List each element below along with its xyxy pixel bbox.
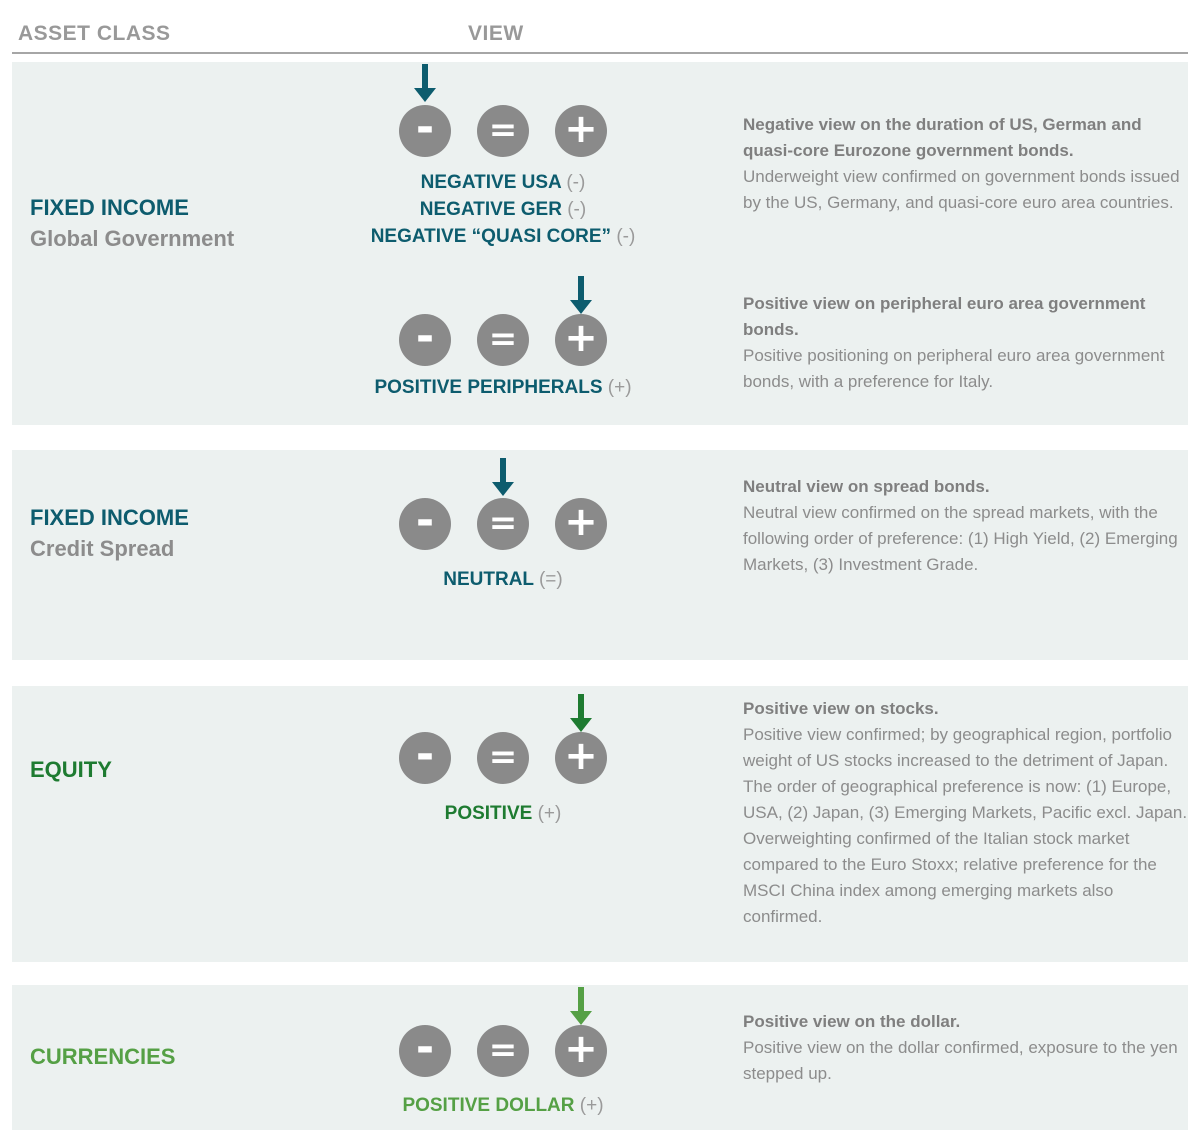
description-body: Underweight view confirmed on government bonds issued by the US, Germany, and quasi-core euro area countries. [743, 167, 1180, 212]
view-description [743, 291, 1193, 395]
view-labels [253, 566, 753, 593]
description-body: Positive view on the dollar confirmed, exposure to the yen stepped up. [743, 1038, 1178, 1083]
asset-class-subtitle: Global Government [30, 226, 235, 251]
view-description [743, 474, 1193, 578]
plus-circle-icon [555, 498, 607, 550]
asset-class-title: EQUITY [30, 757, 112, 782]
minus-symbol: - [415, 101, 435, 153]
rating-scale [399, 310, 607, 366]
plus-circle-icon [555, 1025, 607, 1077]
view-label-line: NEGATIVE “QUASI CORE” (-) [370, 226, 636, 247]
section-equity [12, 686, 1188, 962]
equal-circle-icon [477, 1025, 529, 1077]
asset-class-title: FIXED INCOME [30, 505, 189, 530]
equal-circle-icon [477, 105, 529, 157]
minus-circle-icon [399, 728, 451, 784]
view-label-line: POSITIVE DOLLAR (+) [402, 1095, 604, 1116]
view-labels [253, 169, 753, 250]
plus-symbol: + [564, 315, 598, 361]
view-labels [253, 374, 753, 401]
arrow-down-icon [570, 276, 592, 314]
equal-circle-icon [477, 314, 529, 366]
view-label-line: POSITIVE (+) [444, 803, 562, 824]
asset-class-label [30, 502, 189, 564]
plus-circle-icon [555, 105, 607, 157]
plus-symbol: + [564, 106, 598, 152]
plus-circle-icon [555, 732, 607, 784]
asset-class-subtitle: Credit Spread [30, 536, 175, 561]
description-heading: Positive view on the dollar. [743, 1012, 961, 1031]
view-description [743, 696, 1193, 930]
arrow-down-icon [570, 694, 592, 732]
section-fixed-income-credit-spread [12, 450, 1188, 660]
view-label-line: POSITIVE PERIPHERALS (+) [374, 377, 632, 398]
view-label-line: NEUTRAL (=) [443, 569, 563, 590]
minus-symbol: - [415, 728, 435, 780]
minus-symbol: - [415, 494, 435, 546]
description-body: Positive view confirmed; by geographical region, portfolio weight of US stocks increased to the detriment of Japan. The order of geographical preference is now: (1) Europe, USA, (2) Japan, (3) Emerging Markets, Pacific excl. Japan. Overweighting confirmed of the Italian stock market compared to the Euro Stoxx; relative preference for the MSCI China index among emerging markets also confirmed. [743, 725, 1188, 926]
asset-class-label [30, 1041, 175, 1072]
view-labels [253, 1092, 753, 1119]
view-description [743, 1009, 1193, 1087]
view-column-header: VIEW [468, 22, 524, 45]
minus-circle-icon [399, 310, 451, 366]
minus-circle-icon [399, 101, 451, 157]
arrow-down-icon [414, 64, 436, 102]
arrow-down-icon [492, 458, 514, 496]
description-body: Neutral view confirmed on the spread markets, with the following order of preference: (1) High Yield, (2) Emerging Markets, (3) Investment Grade. [743, 503, 1178, 574]
equal-symbol: = [488, 1029, 518, 1070]
header-divider [12, 52, 1188, 54]
view-labels [253, 800, 753, 827]
section-fixed-income-global-government [12, 62, 1188, 425]
description-heading: Positive view on peripheral euro area government bonds. [743, 294, 1146, 339]
rating-scale [399, 1021, 607, 1077]
asset-class-label [30, 754, 112, 785]
description-heading: Neutral view on spread bonds. [743, 477, 990, 496]
equal-symbol: = [488, 318, 518, 359]
description-heading: Positive view on stocks. [743, 699, 939, 718]
plus-symbol: + [564, 733, 598, 779]
view-label-line: NEGATIVE GER (-) [419, 199, 587, 220]
description-body: Positive positioning on peripheral euro area government bonds, with a preference for Italy. [743, 346, 1165, 391]
rating-scale [399, 101, 607, 157]
asset-class-title: CURRENCIES [30, 1044, 176, 1069]
minus-circle-icon [399, 494, 451, 550]
minus-circle-icon [399, 1021, 451, 1077]
rating-scale [399, 728, 607, 784]
asset-class-title: FIXED INCOME [30, 195, 189, 220]
asset-class-label [30, 192, 234, 254]
equal-symbol: = [488, 109, 518, 150]
arrow-down-icon [570, 987, 592, 1025]
equal-symbol: = [488, 736, 518, 777]
minus-symbol: - [415, 1021, 435, 1073]
equal-circle-icon [477, 732, 529, 784]
plus-symbol: + [564, 499, 598, 545]
equal-circle-icon [477, 498, 529, 550]
section-currencies [12, 985, 1188, 1130]
description-heading: Negative view on the duration of US, German and quasi-core Eurozone government bonds. [743, 115, 1142, 160]
asset-class-column-header: ASSET CLASS [18, 22, 171, 45]
view-description [743, 112, 1193, 216]
rating-scale [399, 494, 607, 550]
plus-circle-icon [555, 314, 607, 366]
equal-symbol: = [488, 502, 518, 543]
view-label-line: NEGATIVE USA (-) [420, 172, 586, 193]
plus-symbol: + [564, 1026, 598, 1072]
minus-symbol: - [415, 310, 435, 362]
